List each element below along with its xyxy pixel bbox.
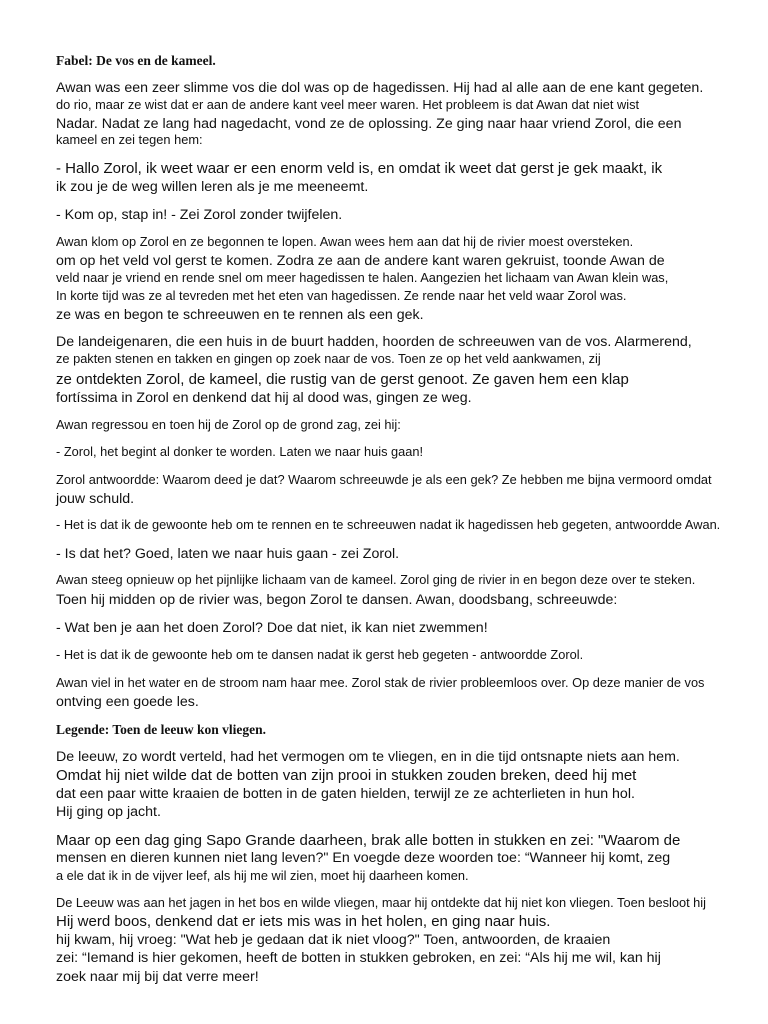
- fable-title: Fabel: De vos en de kameel.: [56, 53, 216, 68]
- text-line: In korte tijd was ze al tevreden met het eten van hagedissen. Ze rende naar het veld waar Zorol was.: [56, 288, 627, 303]
- dialogue-line: ik zou je de weg willen leren als je me meeneemt.: [56, 179, 369, 195]
- text-line: fortíssima in Zorol en denkend dat hij al dood was, gingen ze weg.: [56, 390, 472, 406]
- text-line: Awan steeg opnieuw op het pijnlijke lichaam van de kameel. Zorol ging de rivier in en begon deze over te steken.: [56, 572, 696, 587]
- text-line: Zorol antwoordde: Waarom deed je dat? Waarom schreeuwde je als een gek? Ze hebben me bijna vermoord omdat: [56, 472, 712, 487]
- text-line: mensen en dieren kunnen niet lang leven?" En voegde deze woorden toe: “Wanneer hij komt, zeg: [56, 850, 671, 866]
- text-line: ontving een goede les.: [56, 694, 199, 710]
- text-line: hij kwam, hij vroeg: "Wat heb je gedaan dat ik niet vloog?" Toen, antwoorden, de kraaien: [56, 932, 611, 948]
- text-line: Toen hij midden op de rivier was, begon Zorol te dansen. Awan, doodsbang, schreeuwde:: [56, 592, 618, 608]
- text-line: om op het veld vol gerst te komen. Zodra ze aan de andere kant waren gekruist, toonde Awan de: [56, 253, 665, 269]
- text-line: Awan was een zeer slimme vos die dol was op de hagedissen. Hij had al alle aan de ene kant gegeten.: [56, 80, 704, 96]
- text-line: a ele dat ik in de vijver leef, als hij me wil zien, moet hij daarheen komen.: [56, 868, 469, 883]
- dialogue-line: - Is dat het? Goed, laten we naar huis gaan - zei Zorol.: [56, 546, 400, 562]
- text-line: ze ontdekten Zorol, de kameel, die rustig van de gerst genoot. Ze gaven hem een klap: [56, 371, 629, 388]
- text-line: ze was en begon te schreeuwen en te rennen als een gek.: [56, 307, 424, 323]
- text-line: kameel en zei tegen hem:: [56, 132, 203, 147]
- text-line: Hij werd boos, denkend dat er iets mis was in het holen, en ging naar huis.: [56, 913, 551, 930]
- text-line: Awan viel in het water en de stroom nam haar mee. Zorol stak de rivier probleemloos over. Op deze manier de vos: [56, 675, 705, 690]
- text-line: do rio, maar ze wist dat er aan de andere kant veel meer waren. Het probleem is dat Awan dat niet wist: [56, 97, 640, 112]
- text-line: Maar op een dag ging Sapo Grande daarheen, brak alle botten in stukken en zei: "Waarom de: [56, 832, 681, 849]
- text-line: Omdat hij niet wilde dat de botten van zijn prooi in stukken zouden breken, deed hij met: [56, 767, 637, 784]
- text-line: De leeuw, zo wordt verteld, had het vermogen om te vliegen, en in die tijd ontsnapte niets aan hem.: [56, 749, 680, 765]
- dialogue-line: - Zorol, het begint al donker te worden. Laten we naar huis gaan!: [56, 444, 424, 459]
- dialogue-line: - Hallo Zorol, ik weet waar er een enorm veld is, en omdat ik weet dat gerst je gek maakt, ik: [56, 160, 663, 177]
- legend-title: Legende: Toen de leeuw kon vliegen.: [56, 722, 267, 737]
- text-line: Nadar. Nadat ze lang had nagedacht, vond ze de oplossing. Ze ging naar haar vriend Zorol, die een: [56, 116, 682, 132]
- dialogue-line: - Het is dat ik de gewoonte heb om te rennen en te schreeuwen nadat ik hagedissen heb gegeten, antwoordde Awan.: [56, 517, 721, 532]
- dialogue-line: - Kom op, stap in! - Zei Zorol zonder twijfelen.: [56, 207, 343, 223]
- text-line: Hij ging op jacht.: [56, 804, 161, 820]
- text-line: zei: “Iemand is hier gekomen, heeft de botten in stukken gebroken, en zei: “Als hij me wil, kan hij: [56, 950, 661, 966]
- text-line: veld naar je vriend en rende snel om meer hagedissen te halen. Aangezien het lichaam van Awan klein was,: [56, 270, 669, 285]
- text-line: zoek naar mij bij dat verre meer!: [56, 969, 259, 985]
- text-line: dat een paar witte kraaien de botten in de gaten hielden, terwijl ze ze achterlieten in hun hol.: [56, 786, 635, 802]
- text-line: Awan klom op Zorol en ze begonnen te lopen. Awan wees hem aan dat hij de rivier moest oversteken.: [56, 234, 634, 249]
- text-line: ze pakten stenen en takken en gingen op zoek naar de vos. Toen ze op het veld aankwamen, zij: [56, 351, 601, 366]
- text-line: jouw schuld.: [56, 491, 135, 507]
- text-line: De Leeuw was aan het jagen in het bos en wilde vliegen, maar hij ontdekte dat hij niet kon vliegen. Toen besloot hij: [56, 895, 706, 910]
- dialogue-line: - Het is dat ik de gewoonte heb om te dansen nadat ik gerst heb gegeten - antwoordde Zorol.: [56, 647, 584, 662]
- text-line: Awan regressou en toen hij de Zorol op de grond zag, zei hij:: [56, 417, 401, 432]
- dialogue-line: - Wat ben je aan het doen Zorol? Doe dat niet, ik kan niet zwemmen!: [56, 620, 488, 636]
- text-line: De landeigenaren, die een huis in de buurt hadden, hoorden de schreeuwen van de vos. Alarmerend,: [56, 334, 692, 350]
